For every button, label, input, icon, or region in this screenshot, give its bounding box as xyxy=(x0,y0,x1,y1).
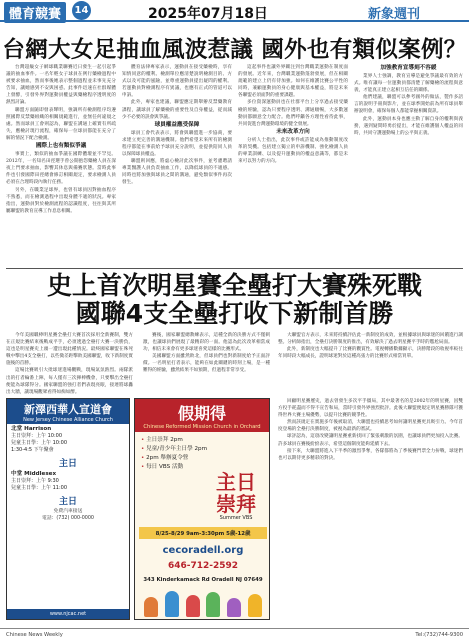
page-number: 14 xyxy=(72,1,91,20)
vbs-feature-line2: 崇拜 xyxy=(216,492,256,516)
paragraph: 接下來，大聯盟將進入下半季的激烈爭奪，各隊都將為了季後賽門票全力拚戰，球迷們也可以期待更多精彩的對決。 xyxy=(278,448,463,461)
vbs-dates: 8/25-8/29 9am-3:30pm 5歲-12歲 xyxy=(139,527,267,539)
subhead: 加強教育宣導刻不容緩 xyxy=(380,65,437,71)
masthead xyxy=(0,0,469,22)
paragraph: 分析人士指出，此次事件或許能成為推動制度改革的契機。包括建立獨立的申訴機制、強化檢測人員的專業訓練、以及提升運動員的權益意識等，都是未來可以努力的方向。 xyxy=(238,137,348,165)
list-item: • 兒童/青少年主日學 2pm xyxy=(141,445,263,454)
vbs-title: 假期得 xyxy=(135,399,269,424)
paragraph: 然而該規定在實施多年後被取消，大聯盟也持續思考如何讓明星賽更具吸引力。今年首度登場的全壘打決勝制度，被視為最新的嘗試。 xyxy=(278,420,463,433)
child-figure xyxy=(227,598,241,617)
page-footer xyxy=(0,628,469,640)
vbs-feature-line1: 主日 xyxy=(216,470,256,494)
church-website[interactable]: www.njcac.net xyxy=(7,609,129,619)
child-figure xyxy=(144,597,158,617)
paragraph: 這起事件也讓外界關注到台灣職業運動在制度面的發展。近年來，台灣職業運動蓬勃發展，但在相關規範的建立上仍有待加強。如何在維護比賽公平性的同時，兼顧運動員的身心健康與基本權益，將是未來各聯盟必須面對的重要課題。 xyxy=(238,65,348,99)
church-name-en: New Jersey Chinese Alliance Church xyxy=(23,417,113,423)
paragraph: 業界人士強調，教育宣導是避免爭議最有效的方式。唯有讓每一位運動員都清楚了解藥檢的流程與意義，才能真正建立起相互信任的關係。 xyxy=(354,74,463,94)
footer-phone: Tel:(732)744-9300 xyxy=(415,632,463,638)
church-ad[interactable] xyxy=(6,398,130,620)
paragraph: 賽後，國家聯盟總教練表示，這種全新的決勝方式不僅刺激，也讓球員們展現了最精彩的一面。他認為此次改革相當成功，相信未來會有更多球迷喜愛這樣的比賽形式。 xyxy=(143,333,270,353)
vbs-website[interactable]: cecoradell.org xyxy=(162,545,244,556)
schedule-line: 主日崇拜：上午 9:30 xyxy=(11,478,59,484)
vbs-feature xyxy=(205,471,267,521)
list-item: • 每日 VBS 活動 xyxy=(141,463,263,472)
paragraph: 球員工會代表表示，將會與聯盟進一步協商，要求建立更完善的溝通機制。他們希望未來所有的檢測程序都能在事前給予球員充分說明，並提供陪同人員以保障球員權益。 xyxy=(122,130,232,158)
paragraph: 台灣超級女子網球職業聯賽近日發生一起引起爭議的抽血事件。一名年輕女子球員在例行藥檢過程中被要求抽血，然而事後她表示整個過程並未事先充分告知，讓她感到不安與困惑。此事件迅速在社群媒體上發酵，引發外界對運動員權益與藥檢程序透明度的熱烈討論。 xyxy=(6,65,116,106)
subhead: 球員權益應受保障 xyxy=(154,121,200,128)
center-campus-info xyxy=(7,469,129,494)
issue-date: 2025年07月18日 xyxy=(148,6,268,22)
article1-column-1 xyxy=(6,64,116,264)
service-note: 免費汽車接送 xyxy=(53,509,83,514)
vbs-address: 343 Kinderkamack Rd Oradell NJ 07649 xyxy=(143,577,263,583)
paragraph: 球評認為，這項改變讓明星賽重新找回了緊張刺激的氛圍，也讓球員們更加投入比賽。許多球員在賽後紛紛表示，希望這個制度能夠延續下去。 xyxy=(278,434,463,447)
church-ad-header xyxy=(7,399,129,424)
article2-column-4 xyxy=(278,398,463,624)
advertisements xyxy=(6,398,270,620)
vbs-ad[interactable] xyxy=(134,398,270,620)
child-figure xyxy=(165,591,179,617)
paragraph: 另外，在職業足球界，也曾有球員因對抽血程序不熟悉，而在檢測過程中出現身體不適的狀況。專家指出，運動員對於檢測流程的認識程度，往往與其所屬聯盟的教育宣導工作息息相關。 xyxy=(6,187,116,214)
paragraph: 聯盟則回應，將虛心檢討此次事件，並考慮聘請專業醫護人員負責抽血工作，以降低球員的不適感。同時也將加強與球員之間的溝通，避免類似事件再次發生。 xyxy=(122,159,232,186)
paragraph: 美國聯盟方面雖然敗北，但球員們也對新制度給予正面評價。一名明星打者表示，能夠在如此關鍵的時刻上場，是一種難得的經驗，雖然結果不如預期，但過程非常享受。 xyxy=(143,354,270,374)
publication-name: 新象週刊 xyxy=(368,7,421,22)
paragraph: 此外，專家也建議，聯盟應定期舉辦反禁藥教育課程，讓球員了解藥檢的重要性及自身權益，從而減少不必要的誤會與爭議。 xyxy=(122,100,232,120)
center-campus-title: 中堂 Middlesex xyxy=(11,471,57,477)
schedule-line: 兒童主日學：上午 10:00 xyxy=(11,440,67,446)
subhead: 國際上也有類似爭議 xyxy=(35,143,87,150)
paragraph: 事實上，類似的抽血爭議在國際體壇並不罕見。2012年，一名知名田徑選手曾公開抱怨藥檢人員在深夜上門要求抽血，影響其休息與備賽狀態。當時此事件也引發國際田徑總會修訂相關規定，要求檢測人員必須在合理時段內執行任務。 xyxy=(6,152,116,186)
schedule-line: 主日崇拜：上午 10:00 xyxy=(11,433,62,439)
article2-headline xyxy=(0,272,469,328)
article2-headline-line2: 國聯4支全壘打收下新制首勝 xyxy=(75,299,394,328)
paragraph: 這場比賽吸引大批球迷進場觀戰，現場氣氛熱烈。兩隊派出的打者輪番上陣，每人僅有三次揮棒機會，只要擊出全壘打便能為球隊得分。國家聯盟的強打者們表現亮眼，接連將球轟出大牆，讓現場觀眾看得如痴如醉。 xyxy=(6,368,133,395)
sunday-label: 主日 xyxy=(58,459,77,469)
sunday-label: 主日 xyxy=(58,497,77,507)
paragraph: 體育法律專家表示，運動員在接受藥檢時，享有知情同意的權利。檢測單位應清楚說明檢測目的、方式以及可能的風險，並尊重運動員提出疑問的權利。若運動員對檢測程序有異議，也應有正式的管道可以申訴。 xyxy=(122,65,232,99)
list-item: • 主日崇拜 2pm xyxy=(141,436,263,445)
vbs-subtitle: Chinese Reformed Mission Church in Orchard xyxy=(135,424,269,432)
article2-column-1 xyxy=(6,332,133,396)
paragraph: 回顧明星賽歷史，過去曾發生多次平手僵局，其中最著名的是2002年的明星賽，因雙方投手耗盡而不得不宣告和局，當時引發外界強烈批評。此後大聯盟便規定明星賽勝隊可獲得世界大賽主場優勢，以提升比賽的競爭性。 xyxy=(278,399,463,419)
article1-column-3 xyxy=(238,64,348,264)
paragraph: 他們建議，聯盟可以參考國外的做法，製作多語言的說明手冊與影片，並在球季開始前為所有球員舉辦說明會，確保每個人都能掌握相關資訊。 xyxy=(354,95,463,115)
child-figure xyxy=(206,592,220,617)
divider xyxy=(6,268,463,269)
vbs-feature-note: Summer VBS xyxy=(219,515,253,521)
children-illustration xyxy=(141,589,265,617)
church-phone: 電話：(732) 000-0000 xyxy=(42,516,94,521)
footer-publication: Chinese News Weekly xyxy=(6,632,63,638)
paragraph: 大聯盟官方表示，未來將持續評估此一新制度的成效，並根據球員與球迷的回饋進行調整。分析師指出，全壘打決勝制度的推出，有效解決了過去明星賽平手時的尷尬局面。 xyxy=(278,333,463,346)
north-campus-title: 北堂 Harrison xyxy=(11,426,52,432)
article1-column-2 xyxy=(122,64,232,264)
child-figure xyxy=(248,594,262,617)
article2-column-3 xyxy=(278,332,463,396)
paragraph: 今年美國職棒明星賽全壘打大賽首次採用全新賽制，雙方在正規比賽結束後戰成平手，必須透過全壘打大賽一決勝負，這也是明星賽史上頭一遭出現此種情況。最終國家聯盟在殊死戰中擊出4支全壘打，以些微差距擊敗美國聯盟，收下新制度實施後的首勝。 xyxy=(6,333,133,367)
section-brand: 體育競賽 xyxy=(4,2,66,23)
vbs-phone: 646-712-2592 xyxy=(167,561,239,571)
paragraph: 此外，運動員本身也應主動了解自身的權利與義務，遇到疑問時勇於提出，才能在維護個人權益的同時，共同守護運動場上的公平與正義。 xyxy=(354,116,463,136)
article2-headline-line1: 史上首次明星賽全壘打大賽殊死戰 xyxy=(46,271,422,300)
child-figure xyxy=(186,595,200,617)
article2-column-2 xyxy=(143,332,270,396)
schedule-line: 1:30-4:5 下午聚會 xyxy=(11,447,54,453)
subhead: 未來改革方向 xyxy=(276,128,310,135)
paragraph: 聯盟方面隨即發表聲明，強調所有檢測程序均遵照國際反禁藥組織的相關規範進行，並無任何違規之處。然而球員工會則認為，聯盟在溝通上確實有所疏失，應檢討現行流程，確保每一位球員都能在充分了解的情況下配合檢測。 xyxy=(6,107,116,141)
north-campus-info xyxy=(7,424,129,456)
church-name: 新澤西華人宣道會 xyxy=(24,403,112,416)
paragraph: 多位資深運動員也在社群平台上分享過去接受藥檢的經驗，認為只要程序透明、溝通順暢，大多數運動員都願意全力配合。他們呼籲各方理性看待此事，共同促進台灣運動環境的健全發展。 xyxy=(238,100,348,127)
article1-headline: 台網大女足抽血風波惹議 國外也有類似案例？ xyxy=(2,37,467,63)
article1-column-4 xyxy=(354,64,463,264)
paragraph: 此外，新制度也大幅提升了比賽的觀賞性。電視轉播數據顯示，決勝階段的收視率較往年同時段大幅成長，證明球迷對於這種高張力的比賽形式相當買單。 xyxy=(278,347,463,360)
schedule-line: 兒童主日學：上午 11:00 xyxy=(11,485,67,491)
list-item: • 2pm 舉辦夏令營 xyxy=(141,454,263,463)
